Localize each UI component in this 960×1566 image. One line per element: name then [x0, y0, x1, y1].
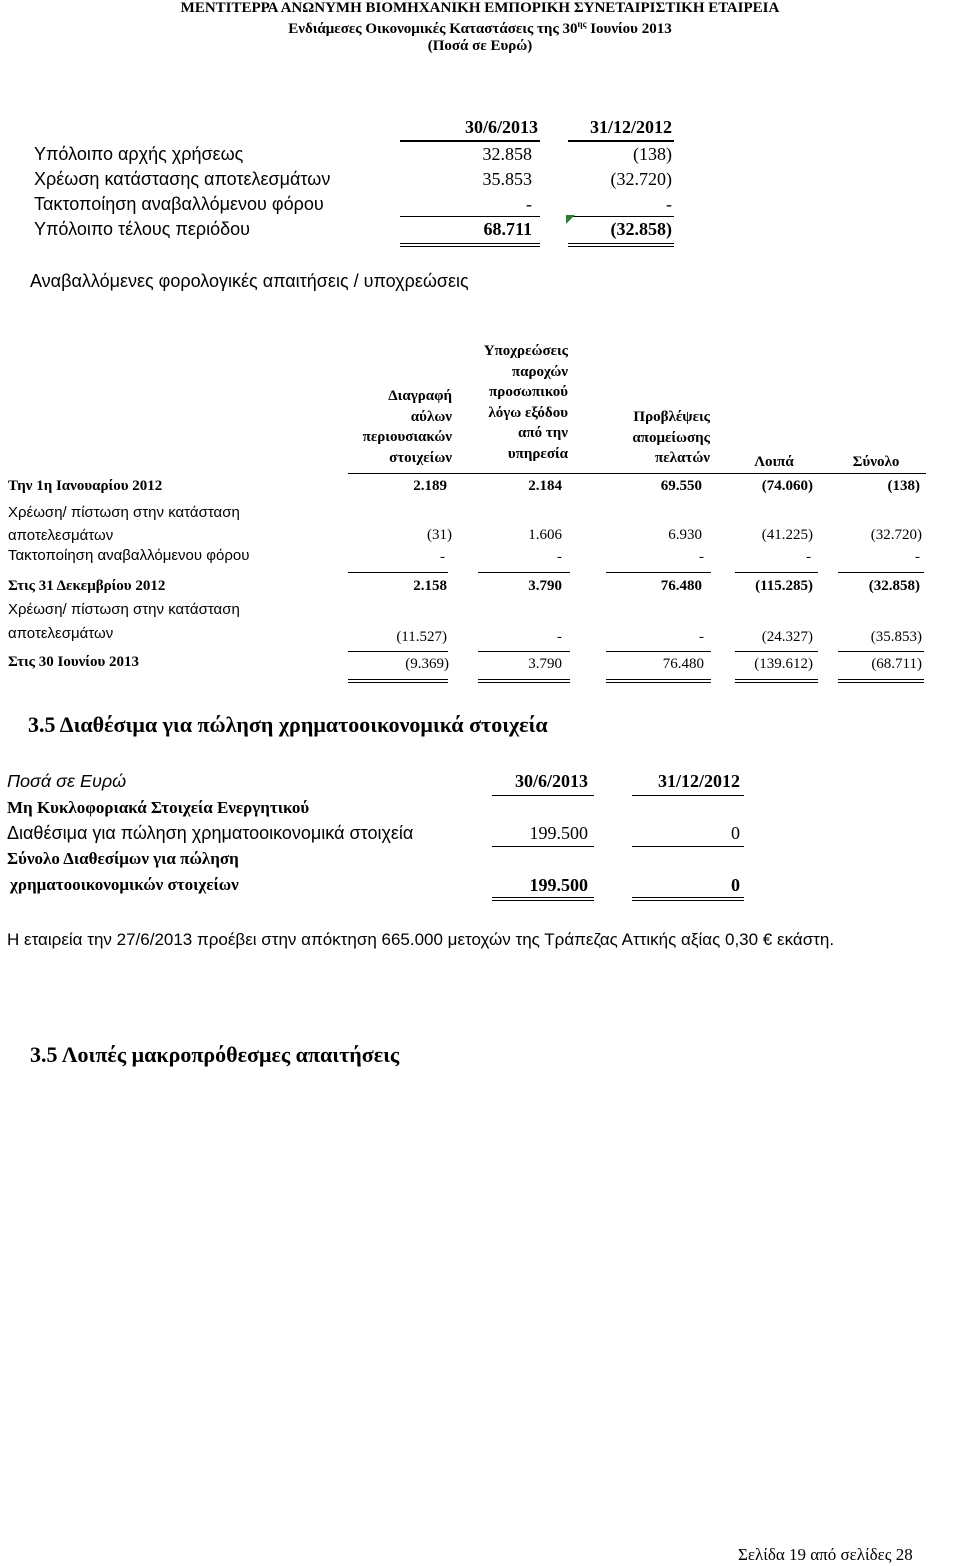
tax-total-rule-2: [568, 243, 674, 247]
tax-cell: 35.853: [482, 169, 532, 189]
row-label: Τακτοποίηση αναβαλλόμενου φόρου: [8, 547, 250, 564]
cell: 6.930: [668, 527, 702, 543]
tax-subtotal-rule-1: [400, 216, 540, 217]
tax-cell: (32.858): [610, 219, 672, 239]
subtotal-rule: [478, 651, 570, 652]
header-line: αύλων: [410, 408, 452, 425]
header-line: απομείωσης: [632, 429, 710, 446]
cell: (9.369): [405, 656, 449, 672]
header-line: υπηρεσία: [507, 445, 568, 462]
cell: (74.060): [761, 478, 813, 494]
tax-cell: (32.720): [610, 169, 672, 189]
col-header-impairment: [580, 407, 710, 469]
subtotal-rule: [478, 572, 570, 573]
afs-row-value-1: 199.500: [529, 823, 588, 843]
subtotal-rule: [348, 572, 448, 573]
afs-total-rule-1: [492, 897, 594, 901]
subtitle-main: Ενδιάμεσες Οικονομικές Καταστάσεις της 30: [288, 21, 578, 37]
company-name: ΜΕΝΤΙΤΕΡΡΑ ΑΝΩΝΥΜΗ ΒΙΟΜΗΧΑΝΙΚΗ ΕΜΠΟΡΙΚΗ ΣΥΝΕΤΑΙΡΙΣΤΙΚΗ ΕΤΑΙΡΕΙΑ: [180, 0, 780, 16]
col-header-other: Λοιπά: [754, 454, 794, 470]
subtotal-rule: [606, 572, 711, 573]
cell: (32.720): [870, 527, 922, 543]
cell: 76.480: [662, 656, 704, 672]
cell: 2.158: [413, 578, 447, 594]
cell: (35.853): [870, 629, 922, 645]
header-line: λόγω εξόδου: [488, 404, 568, 421]
afs-total-value-1: 199.500: [529, 875, 588, 895]
cell: 1.606: [528, 527, 562, 543]
cell: 69.550: [660, 478, 702, 494]
header-rule: [348, 473, 926, 474]
afs-col-header-2: 31/12/2012: [657, 771, 740, 791]
cell: (139.612): [754, 656, 813, 672]
tax-row-label: Χρέωση κατάστασης αποτελεσμάτων: [34, 169, 331, 189]
afs-subtotal-rule-1: [492, 846, 594, 847]
afs-header-rule-2: [632, 795, 744, 796]
tax-col-header-1: 30/6/2013: [464, 117, 538, 137]
cell: (138): [887, 478, 920, 494]
tax-cell: -: [526, 194, 532, 214]
afs-note: Η εταιρεία την 27/6/2013 προέβει στην απόκτηση 665.000 μετοχών της Τράπεζας Αττικής αξίας 0,30 € εκάστη.: [7, 930, 835, 949]
cell: -: [915, 549, 920, 565]
col-header-employee-benefits: [440, 341, 568, 464]
row-label: Χρέωση/ πίστωση στην κατάσταση: [8, 601, 240, 618]
row-label: αποτελεσμάτων: [8, 625, 114, 642]
currency-note: (Ποσά σε Ευρώ): [427, 38, 533, 54]
row-label: Στις 30 Ιουνίου 2013: [8, 654, 139, 670]
afs-total-label: Σύνολο Διαθεσίμων για πώληση: [7, 849, 239, 868]
amounts-label: Ποσά σε Ευρώ: [7, 771, 127, 791]
cell: (32.858): [868, 578, 920, 594]
afs-subtotal-rule-2: [632, 846, 744, 847]
header-line: στοιχείων: [389, 449, 452, 466]
tax-row-label: Υπόλοιπο τέλους περιόδου: [34, 219, 250, 239]
cell: -: [557, 629, 562, 645]
cell: (115.285): [755, 578, 813, 594]
cell: (31): [427, 527, 452, 543]
subtotal-rule: [838, 572, 924, 573]
afs-total-label: χρηματοοικονομικών στοιχείων: [10, 875, 239, 894]
tax-cell: 68.711: [483, 219, 532, 239]
cell: -: [440, 549, 445, 565]
afs-header-rule-1: [492, 795, 594, 796]
tax-row-label: Υπόλοιπο αρχής χρήσεως: [34, 144, 244, 164]
tax-row-label: Τακτοποίηση αναβαλλόμενου φόρου: [34, 194, 324, 214]
cell: 76.480: [660, 578, 702, 594]
afs-row-label: Διαθέσιμα για πώληση χρηματοοικονομικά στοιχεία: [7, 823, 414, 843]
cell: (24.327): [761, 629, 813, 645]
row-label: Την 1η Ιανουαρίου 2012: [8, 478, 163, 494]
row-label: Στις 31 Δεκεμβρίου 2012: [8, 578, 166, 594]
tax-subtotal-rule-2: [568, 216, 674, 217]
afs-row-value-2: 0: [731, 823, 740, 843]
afs-col-header-1: 30/6/2013: [514, 771, 588, 791]
tax-cell: 32.858: [482, 144, 532, 164]
deferred-title: Αναβαλλόμενες φορολογικές απαιτήσεις / υποχρεώσεις: [30, 271, 469, 291]
page-number: Σελίδα 19 από σελίδες 28: [738, 1545, 913, 1564]
header-line: περιουσιακών: [362, 429, 452, 445]
cell: (68.711): [871, 656, 922, 672]
cell: -: [699, 629, 704, 645]
cell: (41.225): [761, 527, 813, 543]
statement-subtitle: [0, 19, 960, 38]
subtotal-rule: [348, 651, 448, 652]
afs-total-value-2: 0: [731, 875, 740, 895]
subtitle-sup: ης: [577, 19, 587, 29]
row-label: αποτελεσμάτων: [8, 527, 114, 544]
header-line: πελατών: [655, 450, 710, 466]
tax-col-header-2: 31/12/2012: [589, 117, 672, 137]
tax-cell: (138): [633, 144, 672, 164]
header-line: Διαγραφή: [388, 388, 452, 404]
cell: -: [806, 549, 811, 565]
comment-marker-icon: [566, 215, 576, 225]
tax-header-rule-2: [568, 140, 674, 142]
total-rule: [348, 679, 448, 683]
header-line: προσωπικού: [489, 384, 568, 400]
subtotal-rule: [735, 651, 818, 652]
cell: 2.184: [528, 478, 562, 494]
section-title-afs: 3.5 Διαθέσιμα για πώληση χρηματοοικονομικά στοιχεία: [28, 712, 548, 737]
col-header-intangibles: [330, 386, 452, 468]
header-line: από την: [518, 425, 568, 441]
afs-group-label: Μη Κυκλοφοριακά Στοιχεία Ενεργητικού: [7, 798, 310, 817]
cell: 2.189: [413, 478, 447, 494]
total-rule: [838, 679, 924, 683]
header-line: Υποχρεώσεις: [483, 343, 568, 359]
tax-total-rule-1: [400, 243, 540, 247]
afs-total-rule-2: [632, 897, 744, 901]
cell: 3.790: [528, 656, 562, 672]
total-rule: [606, 679, 711, 683]
tax-header-rule-1: [400, 140, 540, 142]
cell: 3.790: [528, 578, 562, 594]
tax-cell: -: [666, 194, 672, 214]
total-rule: [478, 679, 570, 683]
subtotal-rule: [735, 572, 818, 573]
header-line: παροχών: [511, 363, 568, 380]
cell: -: [557, 549, 562, 565]
subtotal-rule: [606, 651, 711, 652]
section-title-other: 3.5 Λοιπές μακροπρόθεσμες απαιτήσεις: [30, 1042, 400, 1067]
subtitle-end: Ιουνίου 2013: [586, 21, 672, 37]
cell: (11.527): [396, 629, 447, 645]
subtotal-rule: [838, 651, 924, 652]
col-header-total: Σύνολο: [852, 454, 900, 470]
header-line: Προβλέψεις: [633, 409, 710, 425]
row-label: Χρέωση/ πίστωση στην κατάσταση: [8, 504, 240, 521]
cell: -: [699, 549, 704, 565]
total-rule: [735, 679, 818, 683]
